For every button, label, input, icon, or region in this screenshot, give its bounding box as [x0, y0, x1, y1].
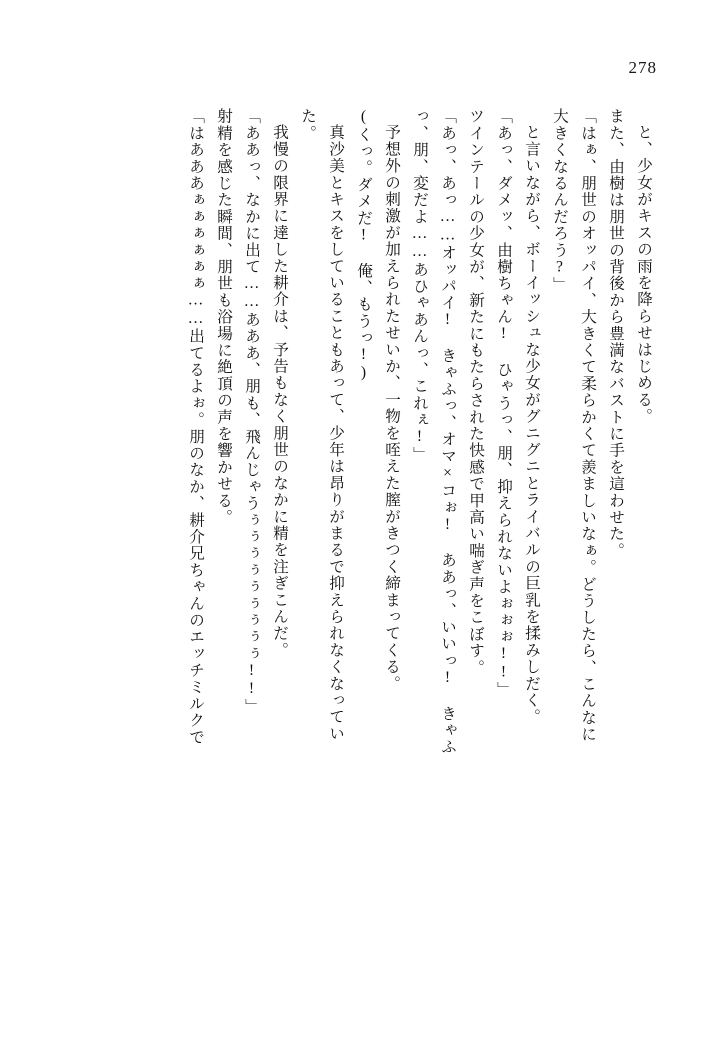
text-line: 「あっ、ダメッ、由樹ちゃん! ひゃうっ、朋、抑えられないよぉぉぉ!!」 [495, 108, 512, 699]
text-line: ツインテールの少女が、新たにもたらされた快感で甲高い喘ぎ声をこぼす。 [467, 108, 484, 676]
text-line: と、少女がキスの雨を降らせはじめる。 [635, 124, 652, 425]
text-line: 真沙美とキスをしていることもあって、少年は昂りがまるで抑えられなくなってい [327, 124, 344, 742]
text-line: 予想外の刺激が加えられたせいか、一物を咥えた膣がきつく締まってくる。 [383, 124, 400, 692]
text-line: 「ああっ、なかに出て……あああ、朋も、飛んじゃうぅぅぅぅぅぅぅぅぅ!!」 [243, 108, 260, 715]
text-line: 「はぁ、朋世のオッパイ、大きくて柔らかくて羨ましいなぁ。どうしたら、こんなに [579, 108, 596, 743]
text-line: 「あっ、あっ……オッパイ! きゃふっ、オマ×コぉ! ああっ、いいっ! きゃふ [439, 108, 456, 756]
text-line: 射精を感じた瞬間、朋世も浴場に絶頂の声を響かせる。 [215, 108, 232, 526]
text-line: と言いながら、ボーイッシュな少女がグニグニとライバルの巨乳を揉みしだく。 [523, 124, 540, 726]
page-number: 278 [628, 58, 657, 77]
text-line: た。 [299, 108, 316, 142]
text-line: (くっ。ダメだ! 俺、もうっ!) [355, 108, 372, 383]
text-line: また、由樹は朋世の背後から豊満なバストに手を這わせた。 [607, 108, 624, 559]
text-line: っ、朋、変だよ……あひゃあんっ、これぇ!」 [411, 108, 428, 463]
text-line: 我慢の限界に達した耕介は、予告もなく朋世のなかに精を注ぎこんだ。 [271, 124, 288, 659]
text-line: 「はあああぁぁぁぁぁぁ……出てるよぉ。朋のなか、耕介兄ちゃんのエッチミルクで [187, 108, 204, 746]
vertical-text-body [52, 108, 657, 948]
text-line: 大きくなるんだろう?」 [551, 108, 568, 294]
